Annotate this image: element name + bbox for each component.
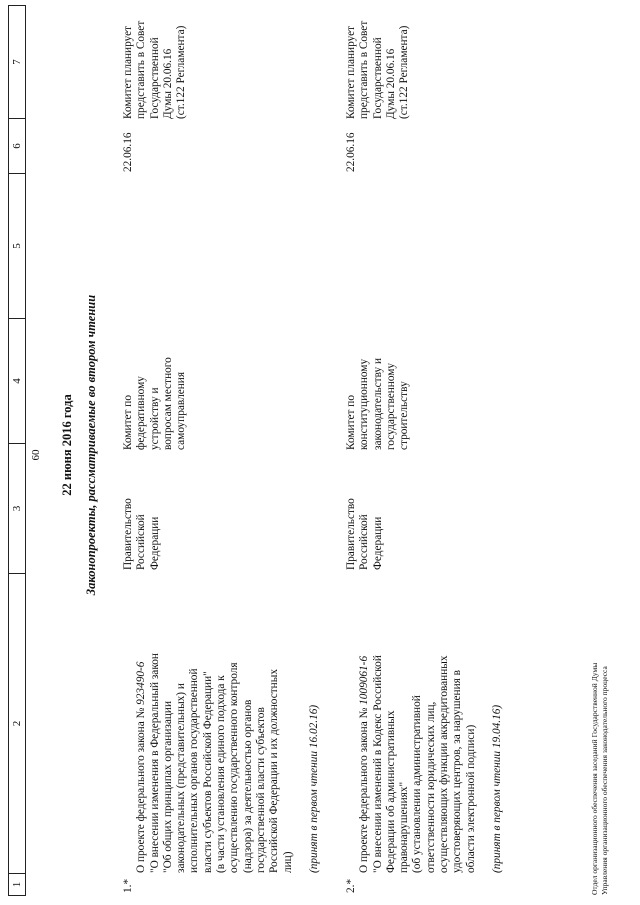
column-header-2: 2	[9, 573, 25, 873]
row-1-intro: О проекте федерального закона №	[135, 704, 148, 873]
footer-line-1: Отдел организационного обеспечения заседаний Государственной Думы	[590, 662, 599, 895]
row-2-initiator: Правительство Российской Федерации	[345, 498, 384, 570]
row-1-date: 22.06.16	[122, 132, 134, 172]
section-heading: Законопроекты, рассматриваемые во втором чтении	[84, 294, 98, 596]
row-2-intro: О проекте федерального закона №	[358, 704, 371, 873]
row-2-number: 2.*	[345, 878, 357, 893]
row-2-bill-description	[345, 573, 518, 873]
row-2-remark: Комитет планирует представить в Совет Государственной Думы 20.06.16 (ст.122 Регламента)	[345, 20, 411, 119]
row-1-bill-number: 923490-6	[135, 661, 148, 705]
page-footer	[590, 663, 610, 895]
row-2-first-reading-note: (принят в первом чтении 19.04.16)	[491, 704, 504, 873]
row-2-bill-number: 1009061-6	[358, 655, 371, 705]
column-header-1: 1	[9, 873, 25, 895]
row-2-body: "О внесении изменений в Кодекс Российской Федерации об административных правонарушениях" (об установлении административной ответственности юридических лиц, осуществляющих функции аккредитованных удостоверяющих центров, за нарушения в области электронной подписи)	[371, 655, 477, 873]
column-number-header	[8, 5, 26, 896]
row-1-body: "О внесении изменения в Федеральный закон "Об общих принципах организации законодательных (представительных) и исполнительных органов государственной власти субъектов Российской Федерации" (в части установления единого подхода к осуществлению государственного контроля (надзора) за деятельностью органов государственной власти субъектов Российской Федерации и их должностных лиц)	[148, 653, 294, 873]
row-1-first-reading-note: (принят в первом чтении 16.02.16)	[308, 704, 321, 873]
column-header-7: 7	[11, 59, 23, 65]
row-1-bill-description	[122, 573, 335, 873]
column-header-3: 3	[9, 443, 25, 573]
page-number: 60	[30, 449, 42, 461]
column-header-5: 5	[9, 173, 25, 318]
row-2-date: 22.06.16	[345, 132, 357, 172]
column-header-6: 6	[9, 118, 25, 173]
row-2-committee: Комитет по конституционному законодательству и государственному строительству	[345, 357, 411, 450]
date-heading: 22 июня 2016 года	[60, 394, 74, 496]
column-header-4: 4	[9, 318, 25, 443]
row-1-number: 1.*	[122, 878, 134, 893]
row-1-initiator: Правительство Российской Федерации	[122, 498, 161, 570]
row-1-remark: Комитет планирует представить в Совет Государственной Думы 20.06.16 (ст.122 Регламента)	[122, 20, 188, 119]
footer-line-2: Управления организационного обеспечения законодательного процесса	[600, 666, 609, 895]
row-1-committee: Комитет по федеративному устройству и вопросам местного самоуправления	[122, 357, 188, 450]
